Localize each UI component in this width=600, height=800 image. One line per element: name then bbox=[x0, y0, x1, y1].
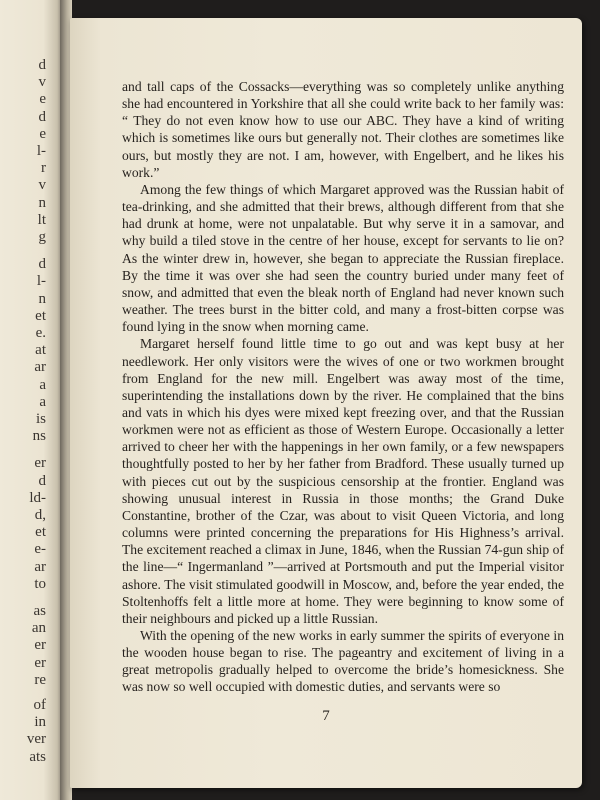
left-margin-fragment: g bbox=[38, 229, 46, 245]
left-margin-fragment: er bbox=[34, 455, 46, 472]
left-margin-fragment: d, bbox=[34, 507, 46, 523]
left-margin-fragment: er bbox=[34, 654, 46, 671]
left-margin-fragment: as bbox=[33, 603, 46, 619]
paragraph-3: Margaret herself found little time to go out and was kept busy at her needlework. Her only visitors were the wives of one or two workmen brought from England for the new mill. Engelbert was away most of the time, superintending the installations down by the river. He complained that the bins and vats in which his dyes were mixed kept freezing over, and that the Russian workmen were not as efficient as those of Western Europe. Occasionally a letter arrived to cheer her with the happenings in her own family, or a few newspapers thoughtfully posted to her by her father from Bradford. These usually turned up with pieces cut out by the suspicious censorship at the frontier. England was showing unusual interest in Russia in those months; the Grand Duke Constantine, brother of the Czar, was about to visit Queen Victoria, and long columns were printed concerning the preparations for His Highness’s arrival. The excitement reached a climax in June, 1846, when the Russian 74-gun ship of the line—“ Ingermanland ”—arrived at Portsmouth and put the Imperial visitor ashore. The visit stimulated goodwill in Moscow, and, before the year ended, the Stoltenhoffs felt a little more at home. They were beginning to know some of their neighbours and picked up a little Russian. bbox=[122, 336, 564, 626]
left-margin-fragment: to bbox=[34, 575, 46, 592]
left-margin-fragment: ar bbox=[34, 558, 46, 575]
left-page-edge bbox=[0, 0, 62, 800]
left-margin-fragment: ns bbox=[32, 428, 46, 445]
left-margin-fragment: in bbox=[34, 714, 46, 731]
paragraph-2: Among the few things of which Margaret approved was the Russian habit of tea-drinking, and she admitted that their brews, although different from that she had drunk at home, were not unpalatable. But why serve it in a samovar, and why build a tiled stove in the centre of her house, except for servants to lie on? As the winter drew in, however, she began to appreciate the Russian fireplace. By the time it was over she had seen the country buried under many feet of snow, and admitted that even the bleak north of England had never known such weather. The trees burst in the bitter cold, and many a frost-bitten corpse was found lying in the snow when morning came. bbox=[122, 181, 564, 335]
page-number: 7 bbox=[322, 708, 330, 724]
left-margin-fragment: er bbox=[34, 637, 46, 654]
paragraph-1: and tall caps of the Cossacks—everything was so completely unlike anything she had encountered in Yorkshire that all she could write back to her family was: “ They do not even know how to use our ABC. They have a kind of writing which is sometimes like ours but generally not. Their clothes are sometimes like ours, but mostly they are not. I am, however, with Engelbert, and he likes his work.” bbox=[122, 79, 564, 180]
left-margin-fragment: n bbox=[38, 290, 46, 307]
left-margin-fragment: e bbox=[39, 125, 46, 142]
left-margin-fragment: r bbox=[41, 160, 46, 177]
paragraph-4: With the opening of the new works in early summer the spirits of everyone in the wooden house began to rise. The pageantry and excitement of living in a great metropolis gradually helped to overcome the bride’s homesickness. She was now so well occupied with domestic duties, and servants were so bbox=[122, 628, 564, 695]
page-body-text bbox=[122, 78, 564, 696]
left-margin-fragment: ats bbox=[29, 748, 46, 765]
left-margin-fragment: re bbox=[34, 671, 46, 688]
left-margin-fragment: d bbox=[38, 256, 46, 273]
left-margin-fragment: e. bbox=[35, 325, 46, 341]
left-margin-fragment: et bbox=[35, 307, 46, 324]
right-page bbox=[70, 18, 582, 788]
left-margin-fragment: e- bbox=[34, 541, 46, 558]
left-margin-fragment: ver bbox=[26, 731, 46, 748]
left-margin-fragment: v bbox=[38, 177, 46, 194]
left-margin-fragment: d bbox=[38, 472, 46, 489]
left-margin-fragment: at bbox=[35, 342, 46, 359]
left-margin-fragment: of bbox=[33, 697, 46, 713]
left-margin-fragment: et bbox=[35, 524, 46, 541]
left-margin-fragment: d bbox=[38, 57, 46, 73]
left-margin-fragment: n bbox=[38, 194, 46, 211]
left-margin-fragment: l- bbox=[36, 273, 46, 290]
left-margin-fragment: an bbox=[31, 620, 46, 637]
left-margin-fragment: a bbox=[39, 376, 46, 393]
left-margin-fragment: d bbox=[38, 108, 46, 125]
left-margin-fragment: is bbox=[35, 411, 46, 427]
left-margin-fragment: e bbox=[39, 91, 46, 108]
left-margin-fragment: v bbox=[38, 74, 46, 91]
left-margin-fragment: ar bbox=[34, 359, 46, 376]
left-margin-fragment: ld- bbox=[29, 489, 46, 506]
left-margin-fragment: l- bbox=[36, 143, 46, 159]
left-margin-fragment: lt bbox=[37, 211, 46, 228]
left-margin-fragment: a bbox=[39, 393, 46, 410]
